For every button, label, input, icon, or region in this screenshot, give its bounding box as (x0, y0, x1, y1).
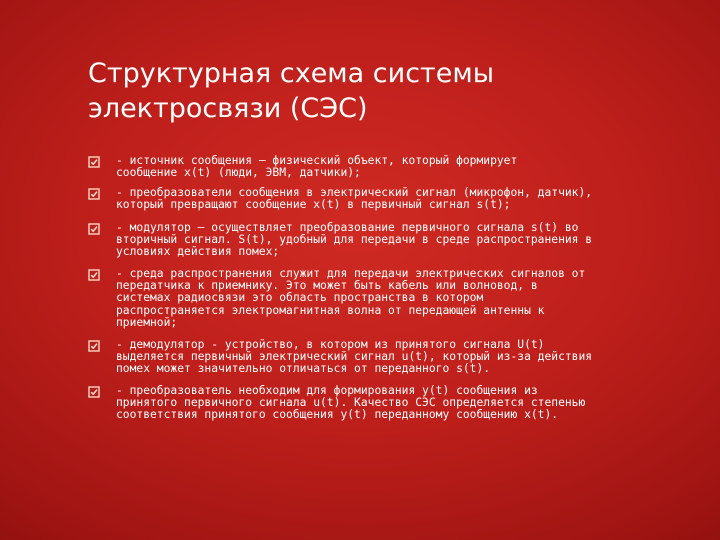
bullet-text: - преобразователь необходим для формирования y(t) сообщения из принятого первичного сигнала u(t). Качество СЭС определяется степенью соответствия принятого сообщения y(t) переданному сообщению x(t). (116, 384, 586, 422)
square-checkbox-bullet-icon (88, 188, 100, 200)
bullet-text: - среда распространения служит для передачи электрических сигналов от передатчика к приемнику. Это может быть кабель или волновод, в системах радиосвязи это область пространства в котором распространяется электромагнитная волна от передающей антенны к приемной; (116, 267, 586, 329)
slide-title-line-2: электросвязи (СЭС) (88, 93, 368, 124)
bullet-text: - модулятор – осуществляет преобразование первичного сигнала s(t) во вторичный сигнал. S(t), удобный для передачи в среде распространения в условиях действия помех; (116, 221, 593, 259)
slide-title-line-1: Структурная схема системы (88, 58, 495, 89)
bullet-text: - демодулятор - устройство, в котором из принятого сигнала U(t) выделяется первичный электрический сигнал u(t), который из-за действия помех может значительно отличаться от переданного s(t). (116, 338, 593, 376)
square-checkbox-bullet-icon (88, 386, 100, 398)
square-checkbox-bullet-icon (88, 223, 100, 235)
square-checkbox-bullet-icon (88, 340, 100, 352)
square-checkbox-bullet-icon (88, 156, 100, 168)
square-checkbox-bullet-icon (88, 269, 100, 281)
bullet-text: - источник сообщения – физический объект, который формирует сообщение x(t) (люди, ЭВМ, датчики); (116, 154, 518, 180)
bullet-text: - преобразователи сообщения в электрический сигнал (микрофон, датчик), который превращают сообщение x(t) в первичный сигнал s(t); (116, 186, 593, 212)
